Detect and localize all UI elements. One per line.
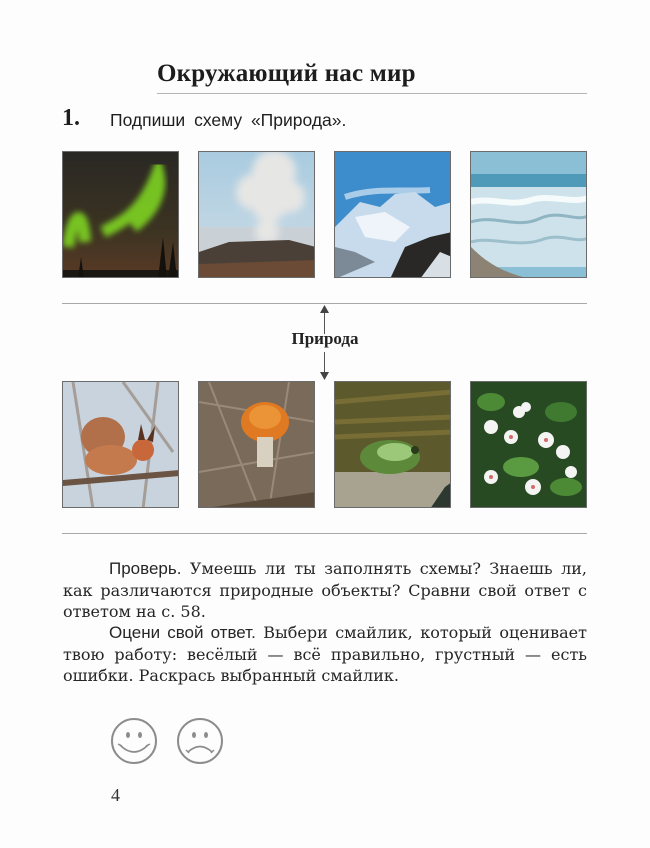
photo-volcano-eruption — [198, 151, 315, 278]
diagram-top-divider — [62, 303, 587, 304]
arrow-down-line — [324, 352, 325, 374]
assess-lead: Оцени свой ответ. — [109, 623, 256, 642]
assess-paragraph — [63, 622, 587, 687]
check-paragraph — [63, 558, 587, 623]
happy-smiley-icon[interactable] — [110, 717, 158, 765]
assess-text: Выбери смайлик, который оценивает твою работу: весёлый — всё правильно, грустный — есть ошибки. Раскрась выбранный смайлик. — [63, 623, 587, 686]
photo-northern-lights — [62, 151, 179, 278]
page-number: 4 — [111, 785, 120, 805]
task-number: 1. — [62, 105, 80, 131]
photo-sea-waves — [470, 151, 587, 278]
page-title: Окружающий нас мир — [157, 60, 416, 87]
photo-frog — [334, 381, 451, 508]
photo-blossoming-branch — [470, 381, 587, 508]
diagram-bottom-divider — [62, 533, 587, 534]
arrow-up-icon — [320, 305, 329, 313]
title-divider — [157, 93, 587, 94]
photo-squirrel — [62, 381, 179, 508]
check-text: Умеешь ли ты заполнять схемы? Знаешь ли, как различаются природные объекты? Сравни свой ответ с ответом на с. 58. — [63, 559, 587, 622]
diagram-center-label: Природа — [291, 329, 359, 348]
check-lead: Проверь. — [109, 559, 182, 578]
sad-smiley-icon[interactable] — [176, 717, 224, 765]
arrow-down-icon — [320, 372, 329, 380]
photo-snowy-mountains — [334, 151, 451, 278]
task-instruction: Подпиши схему «Природа». — [110, 110, 347, 130]
photo-mushroom — [198, 381, 315, 508]
